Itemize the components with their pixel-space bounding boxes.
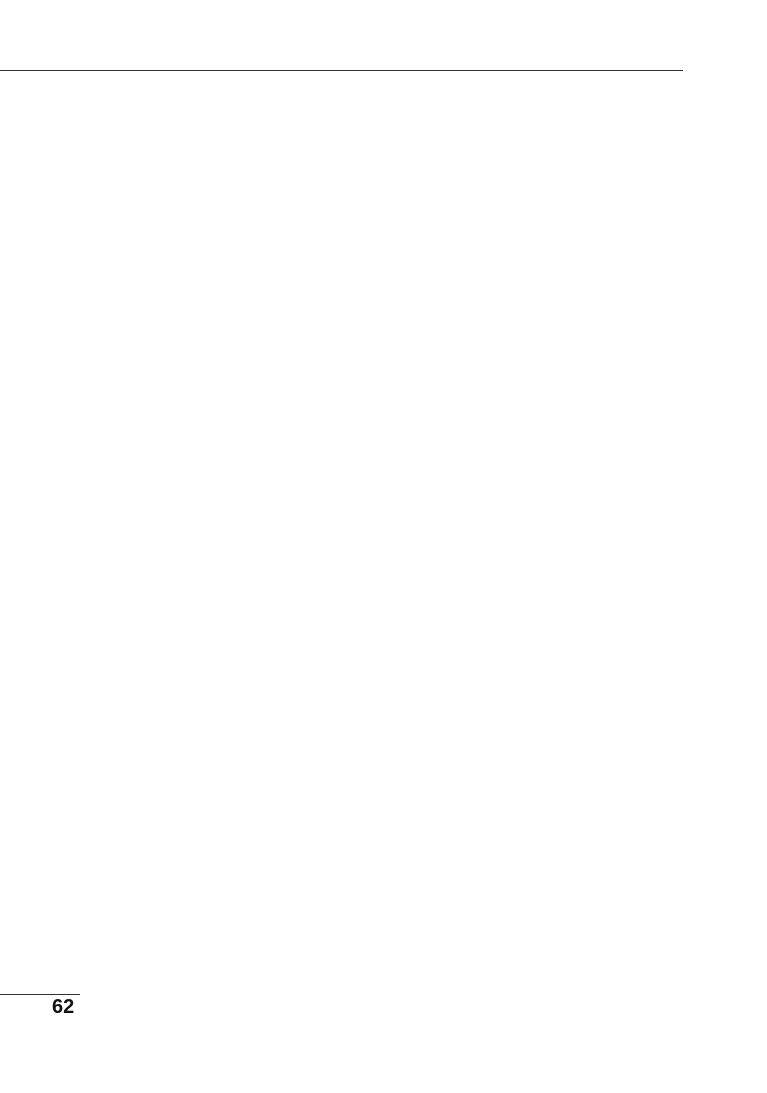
- paragraph-2: [88, 189, 683, 400]
- paragraph-3: [88, 403, 683, 895]
- top-rule: [0, 70, 683, 71]
- paragraph-1: [88, 92, 683, 186]
- page-number-rule: [0, 994, 80, 995]
- page-number: 62: [52, 996, 75, 1018]
- paragraph-4: [88, 898, 683, 968]
- body-text: [88, 92, 683, 1007]
